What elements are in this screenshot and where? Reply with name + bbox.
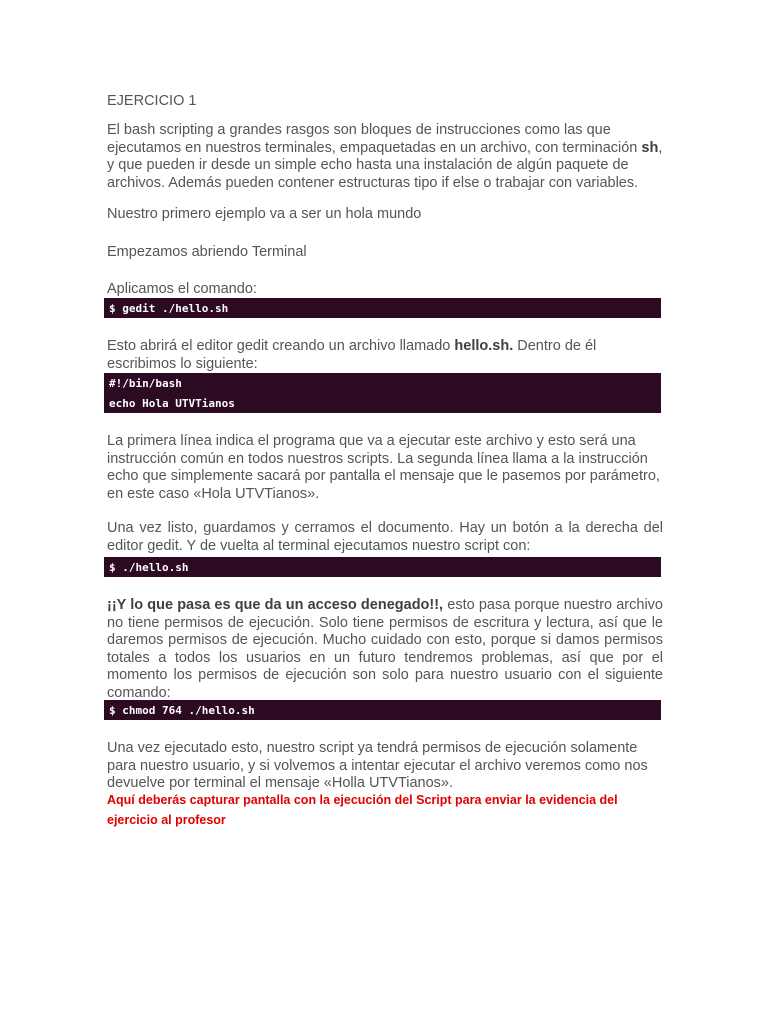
explanation-paragraph: La primera línea indica el programa que va a ejecutar este archivo y esto será una instrucción común en todos nuestros scripts. La segunda línea llama a la instrucción echo que simplemente sacará por pantalla el mensaje que le pasemos por parámetro, en este caso «Hola UTVTianos». [107, 433, 660, 502]
open-terminal-text: Empezamos abriendo Terminal [107, 244, 307, 260]
terminal-block-gedit [104, 298, 661, 318]
editor-text-before: Esto abrirá el editor gedit creando un archivo llamado [107, 338, 455, 354]
editor-text-after: Dentro de él escribimos lo siguiente: [107, 338, 597, 372]
denied-bold: ¡¡Y lo que pasa es que da un acceso denegado!!, [107, 597, 444, 613]
terminal-block-script [104, 373, 661, 413]
save-paragraph: Una vez listo, guardamos y cerramos el documento. Hay un botón a la derecha del editor gedit. Y de vuelta al terminal ejecutamos nuestro script con: [107, 520, 663, 554]
editor-bold-filename: hello.sh. [454, 338, 514, 354]
terminal-block-chmod [104, 700, 661, 720]
terminal-block-run [104, 557, 661, 577]
first-example-text: Nuestro primero ejemplo va a ser un hola mundo [107, 206, 422, 222]
terminal-line: $ chmod 764 ./hello.sh [109, 704, 255, 717]
apply-command-text: Aplicamos el comando: [107, 281, 257, 297]
denied-paragraph [107, 597, 663, 702]
instruction-red: Aquí deberás capturar pantalla con la ejecución del Script para enviar la evidencia del ejercicio al profesor [107, 793, 618, 827]
intro-text-before: El bash scripting a grandes rasgos son bloques de instrucciones como las que ejecutamos en nuestros terminales, empaquetadas en un archivo, con terminación [107, 122, 642, 156]
terminal-line: $ ./hello.sh [109, 561, 189, 574]
terminal-line: #!/bin/bash [109, 377, 182, 390]
editor-paragraph [107, 338, 663, 373]
final-paragraph: Una vez ejecutado esto, nuestro script ya tendrá permisos de ejecución solamente para nuestro usuario, y si volvemos a intentar ejecutar el archivo veremos como nos devuelve por terminal el mensaje «Holla UTVTianos». [107, 740, 648, 791]
intro-text-after: , y que pueden ir desde un simple echo hasta una instalación de algún paquete de archivos. Además pueden contener estructuras tipo if else o trabajar con variables. [107, 139, 663, 191]
terminal-line: $ gedit ./hello.sh [109, 302, 229, 315]
intro-bold: sh [641, 139, 659, 156]
exercise-title: EJERCICIO 1 [107, 93, 197, 109]
denied-text-after: esto pasa porque nuestro archivo no tiene permisos de ejecución. Solo tiene permisos de escritura y lectura, así que le daremos permisos de ejecución. Mucho cuidado con esto, porque si damos permisos totales a todos los usuarios en un futuro tendremos problemas, así que por el momento los permisos de ejecución son solo para nuestro usuario con el siguiente comando: [107, 597, 663, 701]
intro-paragraph [107, 122, 663, 192]
terminal-line: echo Hola UTVTianos [109, 397, 235, 410]
